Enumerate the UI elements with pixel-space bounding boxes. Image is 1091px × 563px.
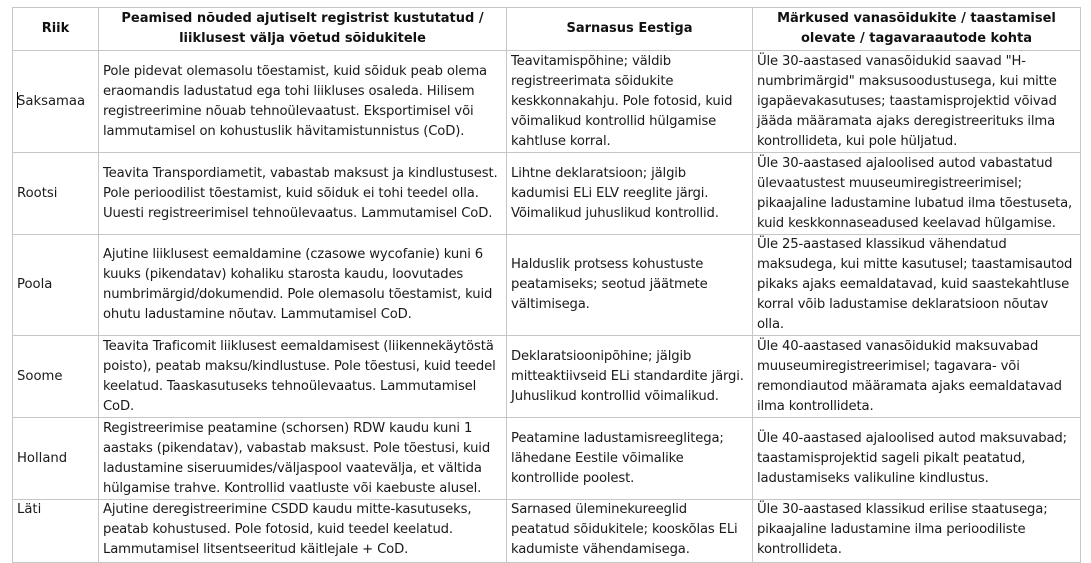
notes-cell[interactable]: Üle 40-aastased vanasõidukid maksuvabad muuseumiregistreerimisel; tagavara- või remondiautod määramata ajaks eemaldatavad ilma kontrollideta. [753, 336, 1081, 418]
header-country[interactable]: Riik [13, 8, 99, 51]
country-name: Saksamaa [17, 93, 86, 109]
table-row [13, 235, 1081, 336]
similarity-cell[interactable]: Deklaratsioonipõhine; jälgib mitteaktiivseid ELi standardite järgi. Juhuslikud kontrollid võimalikud. [507, 336, 753, 418]
header-row [13, 8, 1081, 51]
table-row [13, 500, 1081, 563]
requirements-cell[interactable]: Ajutine liiklusest eemaldamine (czasowe wycofanie) kuni 6 kuuks (pikendatav) kohaliku starosta kaudu, loovutades numbrimärgid/dokumendid. Pole olemasolu tõestamist, kuid ohutu ladustamine nõutav. Lammutamisel CoD. [99, 235, 507, 336]
header-similarity[interactable]: Sarnasus Eestiga [507, 8, 753, 51]
notes-cell[interactable]: Üle 30-aastased klassikud erilise staatusega; pikaajaline ladustamine ilma perioodiliste kontrollideta. [753, 500, 1081, 563]
table-row [13, 336, 1081, 418]
similarity-cell[interactable]: Sarnased üleminekureeglid peatatud sõidukitele; kooskõlas ELi kadumiste vähendamisega. [507, 500, 753, 563]
comparison-table [12, 7, 1081, 563]
country-cell[interactable]: Holland [13, 418, 99, 500]
requirements-cell[interactable]: Teavita Traficomit liiklusest eemaldamisest (liikennekäytöstä poisto), peatab maksu/kindlustuse. Pole tõestusi, kuid teedel keelatud. Taaskasutuseks tehnoülevaatus. Lammutamisel CoD. [99, 336, 507, 418]
notes-cell[interactable]: Üle 25-aastased klassikud vähendatud maksudega, kui mitte kasutusel; taastamisautod pikaks ajaks eemaldatavad, kuid saastekahtluse korral võib ladustamise deklaratsioon nõutav olla. [753, 235, 1081, 336]
table-row [13, 418, 1081, 500]
country-cell[interactable]: Rootsi [13, 153, 99, 235]
requirements-cell[interactable]: Teavita Transpordiametit, vabastab maksust ja kindlustusest. Pole perioodilist tõestamist, kuid sõiduk ei tohi teedel olla. Uuesti registreerimisel tehnoülevaatus. Lammutamisel CoD. [99, 153, 507, 235]
similarity-cell[interactable]: Lihtne deklaratsioon; jälgib kadumisi ELi ELV reeglite järgi. Võimalikud juhuslikud kontrollid. [507, 153, 753, 235]
header-notes[interactable]: Märkused vanasõidukite / taastamisel olevate / tagavaraautode kohta [753, 8, 1081, 51]
notes-cell[interactable]: Üle 40-aastased ajaloolised autod maksuvabad; taastamisprojektid sageli pikalt peatatud, ladustamiseks valikuline kindlustus. [753, 418, 1081, 500]
requirements-cell[interactable]: Pole pidevat olemasolu tõestamist, kuid sõiduk peab olema eraomandis ladustatud ega tohi liikluses osaleda. Hilisem registreerimine nõuab tehnoülevaatust. Eksportimisel või lammutamisel on kohustuslik hävitamistunnistus (CoD). [99, 51, 507, 153]
notes-cell[interactable]: Üle 30-aastased vanasõidukid saavad "H-numbrimärgid" maksusoodustusega, kui mitte igapäevakasutuses; taastamisprojektid võivad jääda määramata ajaks deregistreerituks ilma kontrollideta, kui pole hüljatud. [753, 51, 1081, 153]
similarity-cell[interactable]: Peatamine ladustamisreeglitega; lähedane Eestile võimalike kontrollide poolest. [507, 418, 753, 500]
country-cell[interactable] [13, 51, 99, 153]
similarity-cell[interactable]: Teavitamispõhine; väldib registreerimata sõidukite keskkonnakahju. Pole fotosid, kuid võimalikud kontrollid hülgamise kahtluse korral. [507, 51, 753, 153]
table-row [13, 153, 1081, 235]
table-row [13, 51, 1081, 153]
country-cell[interactable]: Läti [13, 500, 99, 563]
country-cell[interactable]: Soome [13, 336, 99, 418]
notes-cell[interactable]: Üle 30-aastased ajaloolised autod vabastatud ülevaatustest muuseumiregistreerimisel; pikaajaline ladustamine lubatud ilma tõestuseta, kuid keskkonnaseadused keelavad hülgamise. [753, 153, 1081, 235]
similarity-cell[interactable]: Halduslik protsess kohustuste peatamiseks; seotud jäätmete vältimisega. [507, 235, 753, 336]
requirements-cell[interactable]: Ajutine deregistreerimine CSDD kaudu mitte-kasutuseks, peatab kohustused. Pole fotosid, kuid teedel keelatud. Lammutamisel litsentseeritud käitlejale + CoD. [99, 500, 507, 563]
requirements-cell[interactable]: Registreerimise peatamine (schorsen) RDW kaudu kuni 1 aastaks (pikendatav), vabastab maksust. Pole tõestusi, kuid ladustamine siseruumides/väljaspool vaatevälja, et vältida hülgamise trahve. Kontrollid vaatluste või kaebuste alusel. [99, 418, 507, 500]
country-cell[interactable]: Poola [13, 235, 99, 336]
header-requirements[interactable]: Peamised nõuded ajutiselt registrist kustutatud / liiklusest välja võetud sõidukitele [99, 8, 507, 51]
